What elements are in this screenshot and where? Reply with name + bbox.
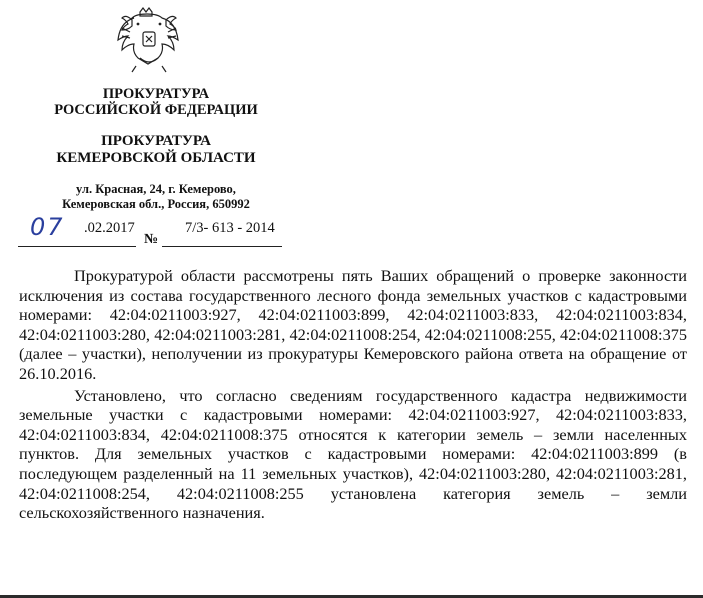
registration-number: 7/3- 613 - 2014 — [185, 220, 275, 236]
double-headed-eagle-emblem-icon — [116, 6, 182, 74]
number-underline — [162, 246, 282, 247]
prosecutor-rf-title — [40, 86, 272, 118]
dept-line-2: КЕМЕРОВСКОЙ ОБЛАСТИ — [56, 150, 256, 166]
prosecutor-region-title — [40, 133, 272, 167]
address-line-1: ул. Красная, 24, г. Кемерово, — [76, 182, 236, 196]
letter-body — [19, 266, 687, 523]
address-line-2: Кемеровская обл., Россия, 650992 — [62, 197, 250, 211]
date-underline — [18, 246, 136, 247]
address-block — [40, 182, 272, 212]
org-line-2: РОССИЙСКОЙ ФЕДЕРАЦИИ — [54, 102, 258, 118]
date-printed: .02.2017 — [84, 220, 135, 236]
paragraph-1: Прокуратурой области рассмотрены пять Ваших обращений о проверке законности исключения из состава государственного лесного фонда земельных участков с кадастровыми номерами: 42:04:0211003:927, 42:04:0211003:899, 42:04:0211003:833, 42:04:0211003:834, 42:04:0211003:280, 42:04:0211003:281, 42:04:0211008:254, 42:04:0211008:255, 42:04:0211008:375 (далее – участки), неполучении из прокуратуры Кемеровского района ответа на обращение от 26.10.2016. — [19, 266, 687, 383]
dept-line-1: ПРОКУРАТУРА — [101, 133, 211, 149]
paragraph-2: Установлено, что согласно сведениям государственного кадастра недвижимости земельные участки с кадастровыми номерами: 42:04:0211003:927, 42:04:0211003:833, 42:04:0211003:834, 42:04:0211008:375 относятся к категории земель – земли населенных пунктов. Для земельных участков с кадастровыми номерами: 42:04:0211003:899 (в последующем разделенный на 11 земельных участков), 42:04:0211003:280, 42:04:0211003:281, 42:04:0211008:254, 42:04:0211008:255 установлена категория земель – земли сельскохозяйственного назначения. — [19, 385, 687, 523]
handwritten-day: 07 — [30, 213, 65, 241]
number-sign: № — [144, 232, 159, 247]
org-line-1: ПРОКУРАТУРА — [102, 86, 210, 102]
